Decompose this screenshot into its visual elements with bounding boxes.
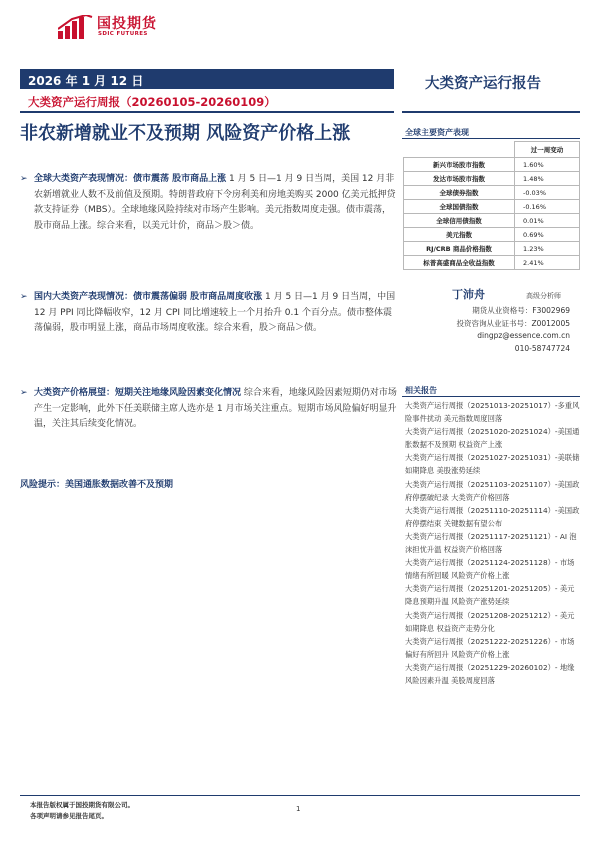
asset-change: 0.01% bbox=[515, 214, 580, 228]
related-report-link[interactable]: 大类资产运行周报（20251020-20251024）-美国通胀数据不及预期 权益资产上涨 bbox=[405, 427, 580, 450]
analyst-email[interactable]: dingpz@essence.com.cn bbox=[477, 331, 570, 340]
table-row bbox=[404, 158, 580, 172]
related-reports-divider bbox=[402, 396, 580, 397]
related-report-link[interactable]: 大类资产运行周报（20251222-20251226）- 市场偏好有所回升 风险资产价格上涨 bbox=[405, 636, 575, 659]
footer-copyright: 本报告版权属于国投期货有限公司。 bbox=[30, 801, 134, 809]
bullet-arrow-icon: ➢ bbox=[20, 388, 28, 398]
asset-change: 2.41% bbox=[515, 256, 580, 270]
asset-name: 新兴市场股市指数 bbox=[404, 158, 515, 172]
asset-change: 1.48% bbox=[515, 172, 580, 186]
analyst-license-futures: 期货从业资格号：F3002969 bbox=[472, 306, 570, 315]
related-report-link[interactable]: 大类资产运行周报（20251110-20251114）-美国政府停摆结束 关键数据有望公布 bbox=[405, 505, 580, 528]
report-subtitle: 大类资产运行周报（20260105-20260109） bbox=[28, 95, 276, 109]
related-report-link[interactable]: 大类资产运行周报（20251201-20251205）- 美元降息预期升温 风险资产涨势延续 bbox=[405, 584, 575, 607]
analyst-license-advisory: 投资咨询从业证书号：Z0012005 bbox=[456, 319, 570, 328]
market-table-divider bbox=[402, 138, 580, 139]
report-title: 非农新增就业不及预期 风险资产价格上涨 bbox=[20, 123, 351, 144]
asset-change: -0.16% bbox=[515, 200, 580, 214]
section-body: 综合来看，地缘风险因素短期仍对市场产生一定影响，此外下任美联储主席人选亦是 1 月市场关注重点。短期市场风险偏好明显升温，关注其后续变化情况。 bbox=[34, 388, 397, 429]
bullet-arrow-icon: ➢ bbox=[20, 292, 28, 302]
section-domestic-assets bbox=[20, 290, 398, 337]
report-type: 大类资产运行报告 bbox=[425, 76, 541, 92]
table-row bbox=[404, 186, 580, 200]
section-heading: 全球大类资产表现情况：债市震荡 股市商品上涨 bbox=[34, 174, 227, 184]
analyst-role: 高级分析师 bbox=[526, 292, 561, 300]
section-body: 1 月 5 日—1 月 9 日当周，中国 12 月 PPI 同比降幅收窄，12 月 CPI 同比增速较上一个月抬升 0.1 个百分点。债市整体震荡偏弱，股市明显上涨，商品市场周度收涨。综合来看，股＞商品＞债。 bbox=[34, 292, 396, 333]
related-reports-title: 相关报告 bbox=[405, 386, 437, 395]
table-row bbox=[404, 228, 580, 242]
header-divider-left bbox=[20, 111, 394, 113]
related-report-link[interactable]: 大类资产运行周报（20251103-20251107）-美国政府停摆破纪录 大类资产价格回落 bbox=[405, 479, 580, 502]
related-report-link[interactable]: 大类资产运行周报（20251124-20251128）- 市场情绪有所回暖 风险资产价格上涨 bbox=[405, 558, 575, 581]
related-report-link[interactable]: 大类资产运行周报（20251208-20251212）- 美元如期降息 权益资产走势分化 bbox=[405, 610, 575, 633]
risk-warning: 风险提示：美国通胀数据改善不及预期 bbox=[20, 480, 174, 490]
footer-divider bbox=[20, 795, 580, 796]
related-report-link[interactable]: 大类资产运行周报（20251013-20251017）-多重风险事件扰动 美元指数周度回落 bbox=[405, 401, 580, 424]
asset-name: 全球信用债指数 bbox=[404, 214, 515, 228]
report-date: 2026 年 1 月 12 日 bbox=[28, 74, 144, 88]
section-heading: 国内大类资产表现情况：债市震荡偏弱 股市商品周度收涨 bbox=[34, 292, 263, 302]
table-row bbox=[404, 242, 580, 256]
asset-change: 0.69% bbox=[515, 228, 580, 242]
company-logo-icon bbox=[58, 15, 94, 41]
footer-disclaimer bbox=[30, 800, 134, 822]
table-row bbox=[404, 214, 580, 228]
related-reports-list bbox=[405, 399, 580, 687]
related-report-link[interactable]: 大类资产运行周报（20251027-20251031）-美联储如期降息 美股涨势延续 bbox=[405, 453, 580, 476]
market-table-title: 全球主要资产表现 bbox=[405, 128, 469, 137]
analyst-phone: 010-58747724 bbox=[514, 344, 570, 353]
asset-change: 1.60% bbox=[515, 158, 580, 172]
section-global-assets bbox=[20, 172, 398, 234]
related-report-link[interactable]: 大类资产运行周报（20251229-20260102）- 地缘风险因素升温 美股周度回落 bbox=[405, 662, 575, 685]
header-divider-right bbox=[402, 111, 580, 113]
table-row bbox=[404, 200, 580, 214]
asset-name: 美元指数 bbox=[404, 228, 515, 242]
section-heading: 大类资产价格展望：短期关注地缘风险因素变化情况 bbox=[34, 388, 242, 398]
table-row bbox=[404, 172, 580, 186]
column-header: 过一周变动 bbox=[515, 142, 580, 158]
asset-name: 标普高盛商品全收益指数 bbox=[404, 256, 515, 270]
table-row bbox=[404, 256, 580, 270]
market-performance-table bbox=[403, 141, 580, 270]
footer-notice: 各项声明请参见报告尾页。 bbox=[30, 812, 108, 820]
company-logo-name: 国投期货 bbox=[97, 16, 157, 32]
company-logo-english: SDIC FUTURES bbox=[98, 31, 148, 37]
related-report-link[interactable]: 大类资产运行周报（20251117-20251121）- AI 泡沫担忧升温 权益资产价格回落 bbox=[405, 531, 577, 555]
table-header-row bbox=[404, 142, 580, 158]
asset-change: -0.03% bbox=[515, 186, 580, 200]
analyst-name: 丁沛舟 bbox=[452, 288, 485, 301]
asset-name: 发达市场股市指数 bbox=[404, 172, 515, 186]
page-number: 1 bbox=[296, 805, 301, 813]
asset-name: 全球债券指数 bbox=[404, 186, 515, 200]
section-outlook bbox=[20, 386, 398, 433]
section-body: 1 月 5 日—1 月 9 日当周，美国 12 月非农新增就业人数不及前值及预期。特朗普政府下令房利美和房地美购买 2000 亿美元抵押贷款支持证券（MBS）。全球地缘风险持续对市场产生影响。美元指数周度走强。债市震荡，股市商品上涨。综合来看，以美元计价，商品＞股＞债。 bbox=[34, 174, 396, 231]
asset-name: 全球国债指数 bbox=[404, 200, 515, 214]
asset-name: RJ/CRB 商品价格指数 bbox=[404, 242, 515, 256]
bullet-arrow-icon: ➢ bbox=[20, 174, 28, 184]
asset-change: 1.23% bbox=[515, 242, 580, 256]
